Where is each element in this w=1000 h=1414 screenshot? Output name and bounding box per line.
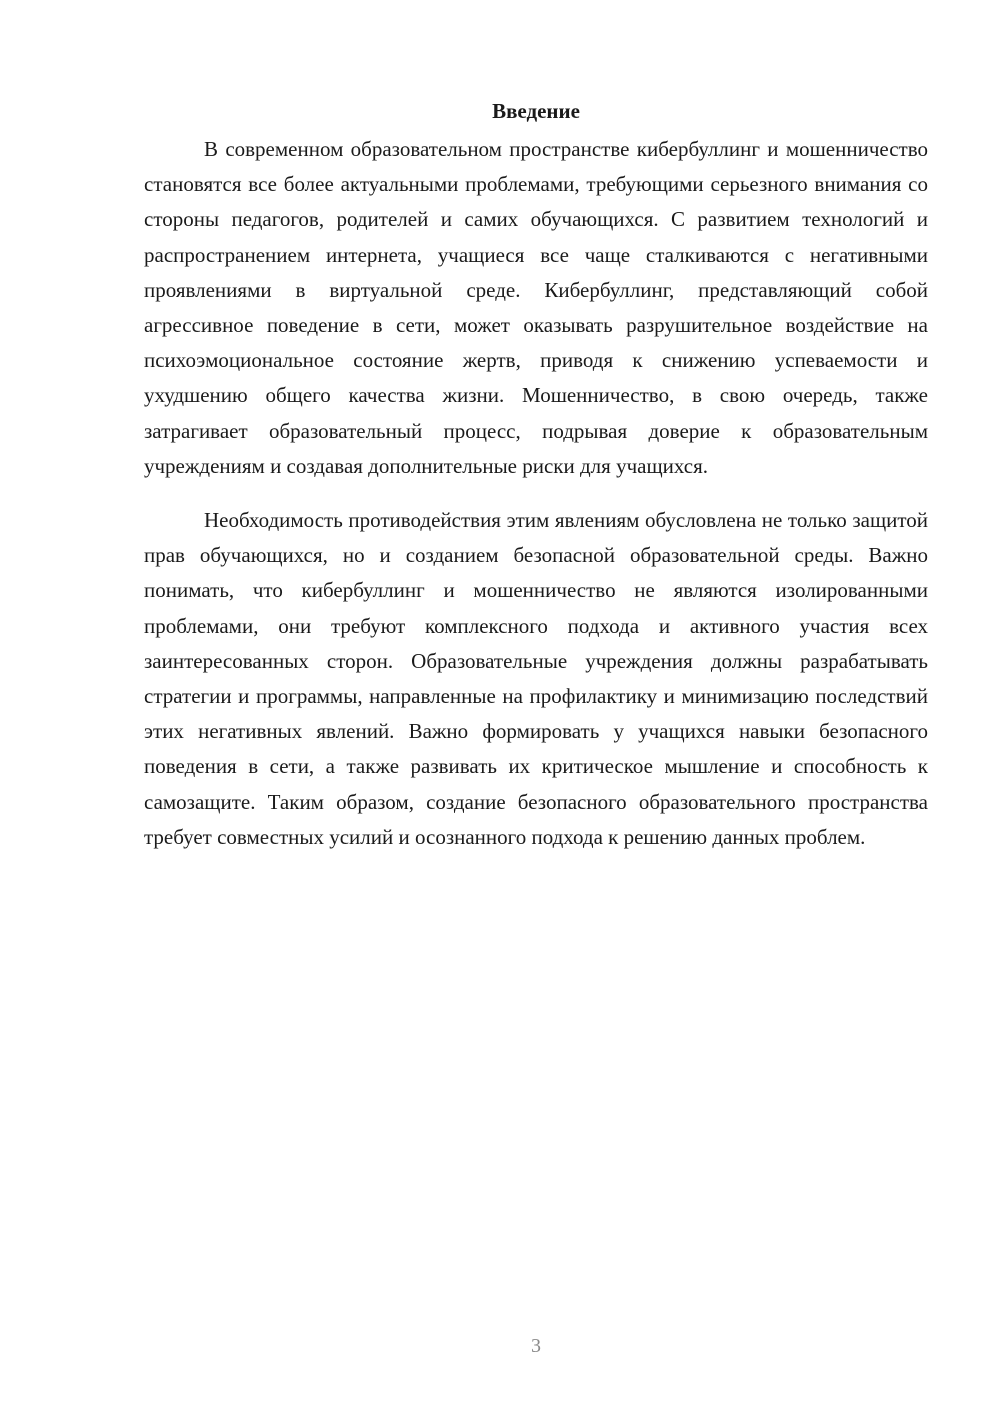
section-title: Введение [492,99,580,123]
page-number: 3 [531,1335,541,1357]
paragraph-2: Необходимость противодействия этим явлениям обусловлена не только защитой прав обучающихся, но и созданием безопасной образовательной среды. Важно понимать, что кибербуллинг и мошенничество не являются изолированными проблемами, они требуют комплексного подхода и активного участия всех заинтересованных сторон. Образовательные учреждения должны разрабатывать стратегии и программы, направленные на профилактику и минимизацию последствий этих негативных явлений. Важно формировать у учащихся навыки безопасного поведения в сети, а также развивать их критическое мышление и способность к самозащите. Таким образом, создание безопасного образовательного пространства требует совместных усилий и осознанного подхода к решению данных проблем. [144,508,928,849]
paragraph-1: В современном образовательном пространстве кибербуллинг и мошенничество становятся все более актуальными проблемами, требующими серьезного внимания со стороны педагогов, родителей и самих обучающихся. С развитием технологий и распространением интернета, учащиеся все чаще сталкиваются с негативными проявлениями в виртуальной среде. Кибербуллинг, представляющий собой агрессивное поведение в сети, может оказывать разрушительное воздействие на психоэмоциональное состояние жертв, приводя к снижению успеваемости и ухудшению общего качества жизни. Мошенничество, в свою очередь, также затрагивает образовательный процесс, подрывая доверие к образовательным учреждениям и создавая дополнительные риски для учащихся. [144,137,928,478]
page-content [144,96,928,855]
